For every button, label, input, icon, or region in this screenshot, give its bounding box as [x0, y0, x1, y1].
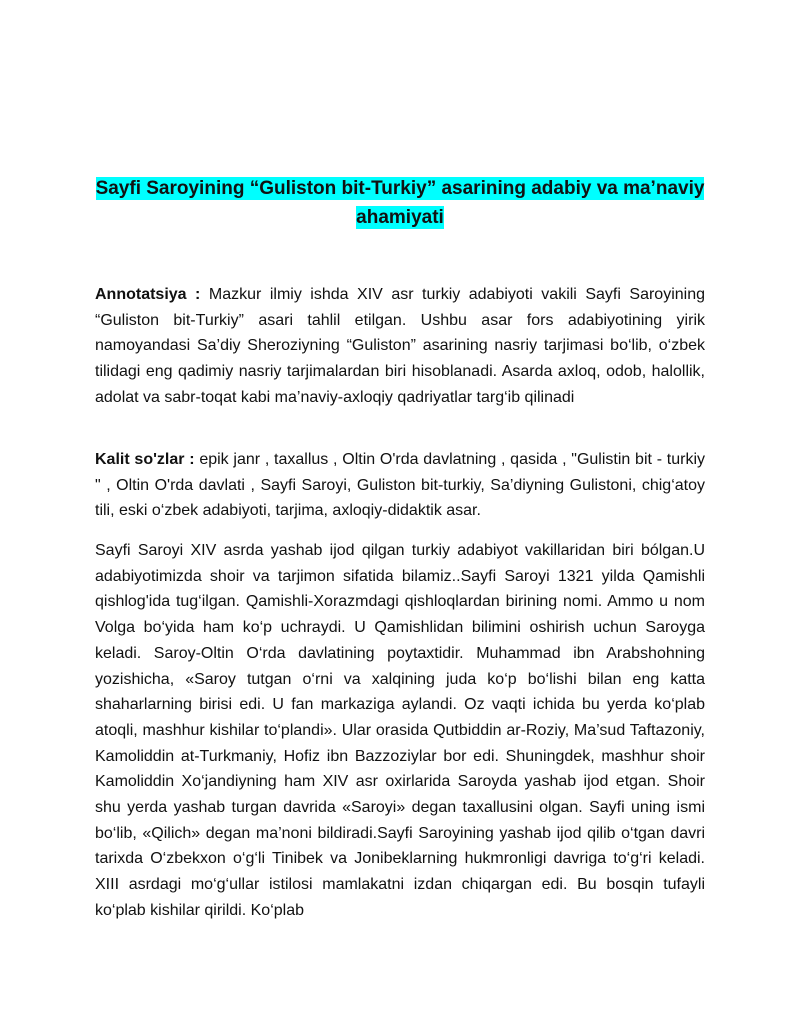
keywords-text: epik janr , taxallus , Oltin O'rda davlatning , qasida , "Gulistin bit - turkiy " , Oltin O'rda davlati , Sayfi Saroyi, Guliston bit-turkiy, Sa’diyning Gulistoni, chig‘atoy tili, eski o‘zbek adabiyoti, tarjima, axloqiy-didaktik asar.	[95, 451, 706, 520]
abstract-label: Annotatsiya :	[95, 286, 201, 303]
abstract-paragraph	[95, 282, 705, 411]
keywords-paragraph	[95, 447, 705, 524]
keywords-label: Kalit so'zlar :	[95, 451, 195, 468]
document-title-text: Sayfi Saroyining “Guliston bit-Turkiy” asarining adabiy va ma’naviy ahamiyati	[95, 178, 705, 228]
abstract-text: Mazkur ilmiy ishda XIV asr turkiy adabiyoti vakili Sayfi Saroyining “Guliston bit-Turkiy” asari tahlil etilgan. Ushbu asar fors adabiyotining yirik namoyandasi Sa’diy Sheroziyning “Guliston” asarining nasriy tarjimasi bo‘lib, o‘zbek tilidagi eng qadimiy nasriy tarjimalardan biri hisoblanadi. Asarda axloq, odob, halollik, adolat va sabr-toqat kabi ma’naviy-axloqiy qadriyatlar targ‘ib qilinadi	[95, 286, 706, 406]
document-title	[95, 174, 705, 232]
body-paragraph: Sayfi Saroyi XIV asrda yashab ijod qilgan turkiy adabiyot vakillaridan biri bólgan.U adabiyotimizda shoir va tarjimon sifatida bilamiz..Sayfi Saroyi 1321 yilda Qamishli qishlog'ida tug‘ilgan. Qamishli-Xorazmdagi qishloqlardan birining nomi. Ammo u nom Volga bo‘yida ham ko‘p uchraydi. U Qamishlidan bilimini oshirish uchun Saroyga keladi. Saroy-Oltin O‘rda davlatining poytaxtidir. Muhammad ibn Arabshohning yozishicha, «Saroy tutgan o‘rni va xalqining juda ko‘p bo‘lishi bilan eng katta shaharlarning birisi edi. U fan markaziga aylandi. Oz vaqti ichida bu yerda ko‘plab atoqli, mashhur kishilar to‘plandi». Ular orasida Qutbiddin ar-Roziy, Ma’sud Taftazoniy, Kamoliddin at-Turkmaniy, Hofiz ibn Bazzoziylar bor edi. Shuningdek, mashhur shoir Kamoliddin Xo‘jandiyning ham XIV asr oxirlarida Saroyda yashab ijod etgan. Shoir shu yerda yashab turgan davrida «Saroyi» degan taxallusini olgan. Sayfi uning ismi bo‘lib, «Qilich» degan ma’noni bildiradi.Sayfi Saroyining yashab ijod qilib o‘tgan davri tarixda O‘zbekxon o‘g‘li Tinibek va Jonibeklarning hukmronligi davriga to‘g‘ri keladi. XIII asrdagi mo‘g‘ullar istilosi mamlakatni izdan chiqargan edi. Bu bosqin tufayli ko‘plab kishilar qirildi. Ko‘plab	[95, 542, 705, 919]
